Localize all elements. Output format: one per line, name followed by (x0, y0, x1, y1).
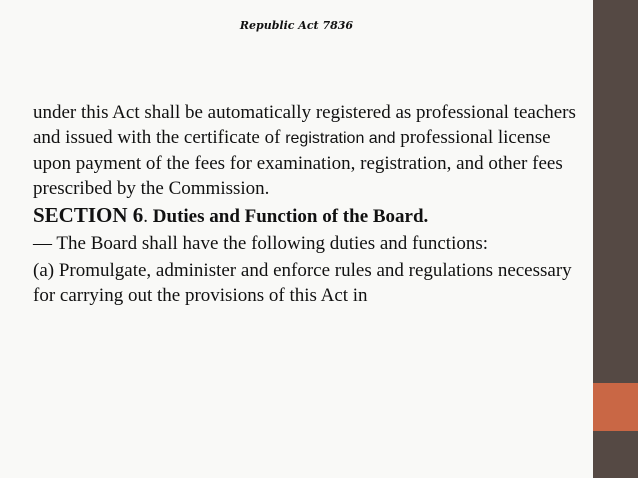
section-heading (33, 203, 588, 229)
section-separator: . (143, 206, 153, 227)
paragraph-item-a: (a) Promulgate, administer and enforce rules and regulations necessary for carrying out the provisions of this Act in (33, 260, 572, 306)
paragraph-text-sans: registration and (285, 130, 396, 147)
paragraph-text: under this Act shall be automatically registered as professional teachers and issued with the certificate of (33, 102, 576, 148)
paragraph-intro: — The Board shall have the following duties and functions: (33, 233, 489, 254)
paragraph-registration (33, 100, 588, 201)
section-title: Duties and Function of the Board. (152, 206, 429, 227)
paragraph-text: professional license upon payment of the fees for examination, registration, and other fees prescribed by the Commission. (33, 127, 563, 199)
slide-header: Republic Act 7836 (239, 19, 354, 32)
slide-body (33, 100, 588, 308)
section-number: SECTION 6 (33, 203, 144, 227)
sidebar-accent-block (593, 383, 638, 431)
